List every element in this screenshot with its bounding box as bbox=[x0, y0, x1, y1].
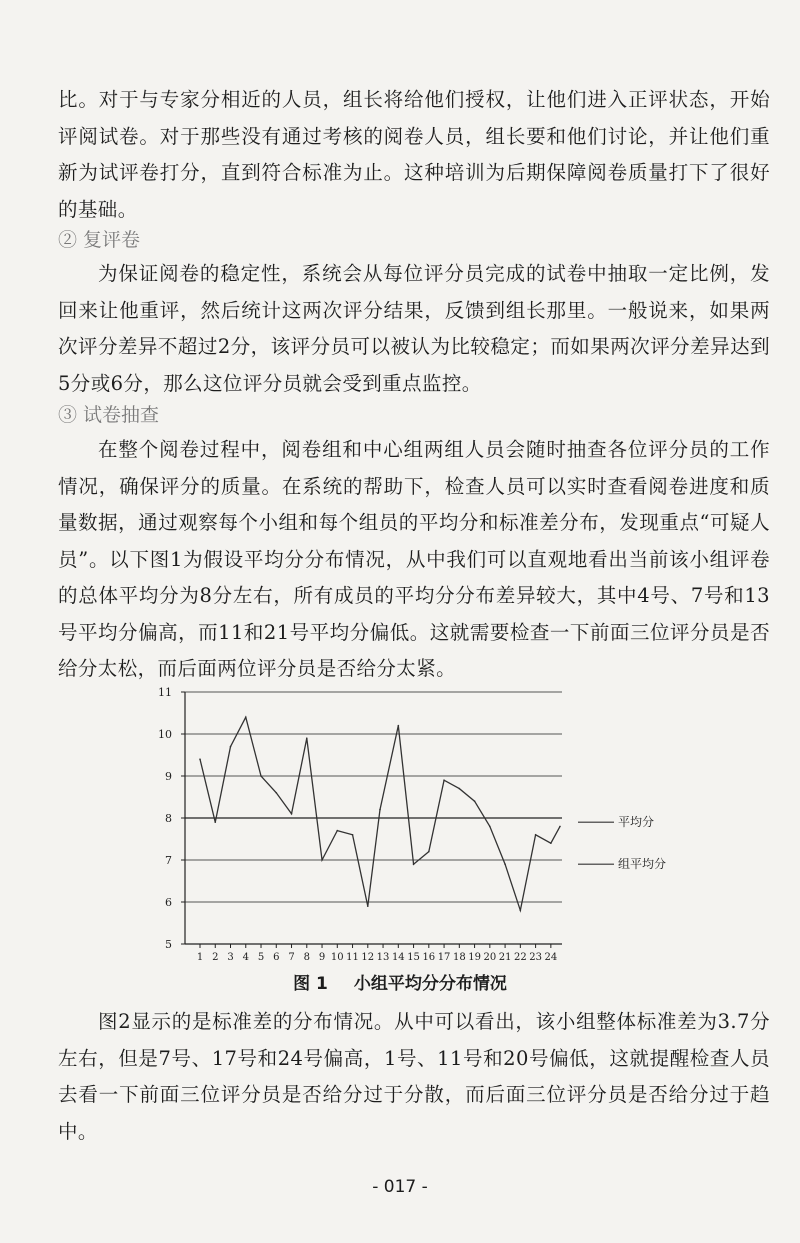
x-tick-label-21: 21 bbox=[498, 952, 512, 963]
y-tick-label-11: 11 bbox=[158, 686, 172, 699]
x-tick-label-16: 16 bbox=[422, 952, 436, 963]
data-point bbox=[336, 830, 338, 832]
x-tick-label-15: 15 bbox=[407, 952, 420, 963]
x-tick-label-7: 7 bbox=[288, 952, 295, 963]
data-point bbox=[428, 851, 430, 853]
x-tick-label-13: 13 bbox=[376, 952, 390, 963]
data-point bbox=[199, 758, 201, 760]
x-tick-label-2: 2 bbox=[212, 952, 219, 963]
data-point bbox=[474, 800, 476, 802]
x-tick-label-17: 17 bbox=[437, 952, 451, 963]
figure-caption bbox=[0, 969, 800, 994]
x-tick-label-1: 1 bbox=[196, 952, 204, 963]
data-point bbox=[443, 779, 445, 781]
x-tick-label-4: 4 bbox=[242, 952, 249, 963]
data-point bbox=[352, 834, 354, 836]
y-tick-label-7: 7 bbox=[165, 854, 172, 867]
x-tick-label-12: 12 bbox=[361, 952, 375, 963]
figure-number: 图 1 bbox=[293, 974, 328, 994]
average-score-chart bbox=[140, 682, 680, 967]
figure-title: 小组平均分分布情况 bbox=[353, 974, 507, 994]
data-point bbox=[379, 809, 381, 811]
y-tick-label-9: 9 bbox=[165, 770, 172, 783]
x-tick-label-10: 10 bbox=[330, 952, 344, 963]
data-point bbox=[459, 788, 461, 790]
data-point bbox=[230, 746, 232, 748]
data-point bbox=[260, 775, 262, 777]
x-tick-label-20: 20 bbox=[483, 952, 497, 963]
data-point bbox=[504, 863, 506, 865]
data-point bbox=[306, 737, 308, 739]
data-point bbox=[291, 813, 293, 815]
data-point bbox=[398, 725, 400, 727]
y-tick-label-5: 5 bbox=[165, 938, 172, 951]
data-point bbox=[559, 826, 561, 828]
paragraph-3: 在整个阅卷过程中，阅卷组和中心组两组人员会随时抽查各位评分员的工作情况，确保评分的质量。在系统的帮助下，检查人员可以实时查看阅卷进度和质量数据，通过观察每个小组和每个组员的平均分和标准差分布，发现重点“可疑人员”。以下图1为假设平均分分布情况，从中我们可以直观地看出当前该小组评卷的总体平均分为8分左右，所有成员的平均分分布差异较大，其中4号、7号和13号平均分偏高，而11和21号平均分偏低。这就需要检查一下前面三位评分员是否给分太松，而后面两位评分员是否给分太紧。 bbox=[58, 438, 770, 680]
series-line-average-score bbox=[200, 717, 560, 910]
x-tick-label-9: 9 bbox=[318, 952, 326, 963]
x-tick-label-5: 5 bbox=[257, 952, 265, 963]
data-point bbox=[489, 826, 491, 828]
data-point bbox=[245, 716, 247, 718]
data-point bbox=[321, 859, 323, 861]
legend-label-average-score: 平均分 bbox=[618, 815, 655, 830]
data-point bbox=[214, 821, 216, 823]
legend-label-group-average: 组平均分 bbox=[618, 857, 667, 872]
x-tick-label-11: 11 bbox=[346, 952, 359, 963]
x-tick-label-19: 19 bbox=[468, 952, 481, 963]
y-tick-label-10: 10 bbox=[158, 728, 172, 741]
x-tick-label-23: 23 bbox=[529, 952, 542, 963]
x-tick-label-3: 3 bbox=[227, 952, 234, 963]
data-point bbox=[520, 910, 522, 912]
x-tick-label-14: 14 bbox=[391, 952, 405, 963]
data-point bbox=[367, 905, 369, 907]
x-tick-label-22: 22 bbox=[513, 952, 527, 963]
data-point bbox=[535, 834, 537, 836]
section-2-heading: ② 复评卷 bbox=[58, 229, 141, 251]
x-tick-label-8: 8 bbox=[303, 952, 310, 963]
data-point bbox=[550, 842, 552, 844]
y-tick-label-8: 8 bbox=[165, 812, 172, 825]
paragraph-1: 比。对于与专家分相近的人员，组长将给他们授权，让他们进入正评状态，开始评阅试卷。对于那些没有通过考核的阅卷人员，组长要和他们讨论，并让他们重新为试评卷打分，直到符合标准为止。这种培训为后期保障阅卷质量打下了很好的基础。 bbox=[58, 88, 770, 221]
data-point bbox=[413, 863, 415, 865]
paragraph-2: 为保证阅卷的稳定性，系统会从每位评分员完成的试卷中抽取一定比例，发回来让他重评，然后统计这两次评分结果，反馈到组长那里。一般说来，如果两次评分差异不超过2分，该评分员可以被认为比较稳定；而如果两次评分差异达到5分或6分，那么这位评分员就会受到重点监控。 bbox=[58, 262, 770, 395]
data-point bbox=[275, 792, 277, 794]
x-tick-label-18: 18 bbox=[452, 952, 466, 963]
x-tick-label-24: 24 bbox=[544, 952, 558, 963]
x-tick-label-6: 6 bbox=[273, 952, 280, 963]
y-tick-label-6: 6 bbox=[165, 896, 172, 909]
paragraph-4: 图2显示的是标准差的分布情况。从中可以看出，该小组整体标准差为3.7分左右，但是7号、17号和24号偏高，1号、11号和20号偏低，这就提醒检查人员去看一下前面三位评分员是否给分过于分散，而后面三位评分员是否给分过于趋中。 bbox=[58, 1010, 770, 1143]
section-3-heading: ③ 试卷抽查 bbox=[58, 404, 160, 426]
page-number: - 017 - bbox=[372, 1177, 428, 1197]
